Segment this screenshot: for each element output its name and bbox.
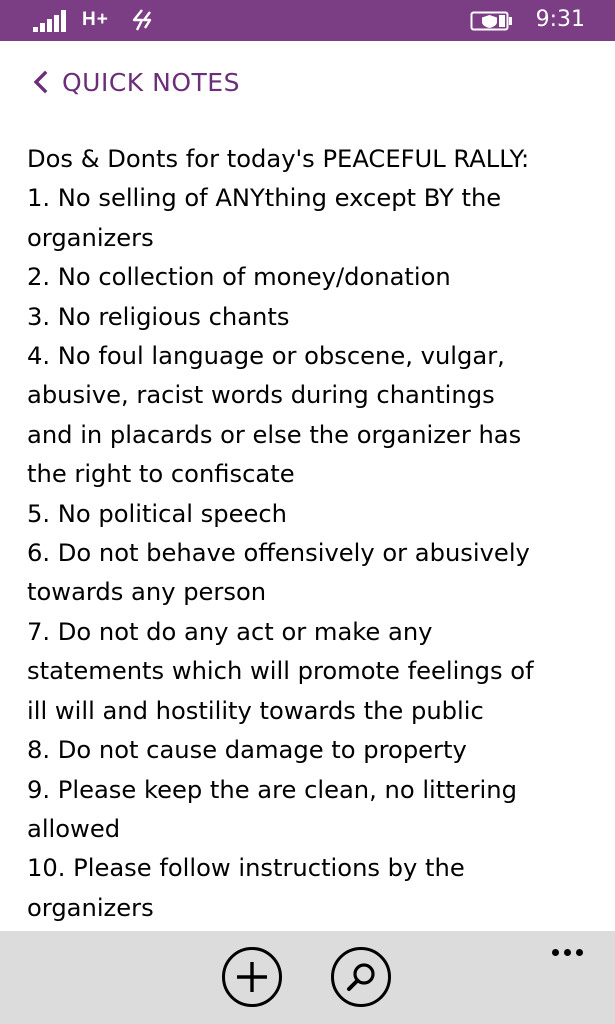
note-line: towards any person	[27, 578, 267, 607]
status-bar	[0, 0, 615, 41]
signal-strength-icon	[33, 10, 69, 32]
note-line: statements which will promote feelings of	[27, 657, 534, 686]
note-body[interactable]	[27, 140, 597, 928]
note-line: organizers	[27, 893, 154, 922]
note-line: abusive, racist words during chantings	[27, 381, 495, 410]
note-line: 9. Please keep the are clean, no littering	[27, 775, 517, 804]
note-line: 2. No collection of money/donation	[27, 263, 451, 292]
search-button[interactable]	[331, 947, 391, 1007]
note-line: 8. Do not cause damage to property	[27, 736, 467, 765]
note-line: 4. No foul language or obscene, vulgar,	[27, 342, 505, 371]
note-line: 3. No religious chants	[27, 302, 290, 331]
note-line: 10. Please follow instructions by the	[27, 854, 465, 883]
app-bar	[0, 931, 615, 1024]
add-button[interactable]	[222, 947, 282, 1007]
note-line: 7. Do not do any act or make any	[27, 617, 433, 646]
page-title: QUICK NOTES	[62, 67, 240, 97]
note-line: organizers	[27, 223, 154, 252]
note-line: 1. No selling of ANYthing except BY the	[27, 184, 502, 213]
note-line: Dos & Donts for today's PEACEFUL RALLY:	[27, 145, 530, 173]
data-transfer-icon	[128, 8, 154, 32]
search-icon	[334, 950, 388, 1004]
chevron-left-icon[interactable]	[30, 68, 52, 96]
note-line: and in placards or else the organizer has	[27, 420, 522, 449]
note-line: allowed	[27, 814, 121, 843]
page-header	[30, 64, 240, 100]
note-line: the right to confiscate	[27, 460, 295, 489]
add-icon	[225, 950, 279, 1004]
more-options-icon[interactable]	[548, 941, 588, 965]
note-line: 5. No political speech	[27, 499, 288, 528]
clock: 9:31	[535, 7, 585, 32]
battery-saver-icon	[470, 11, 514, 31]
note-line: 6. Do not behave offensively or abusively	[27, 539, 530, 568]
note-line: ill will and hostility towards the public	[27, 696, 484, 725]
network-type: H+	[82, 9, 109, 30]
